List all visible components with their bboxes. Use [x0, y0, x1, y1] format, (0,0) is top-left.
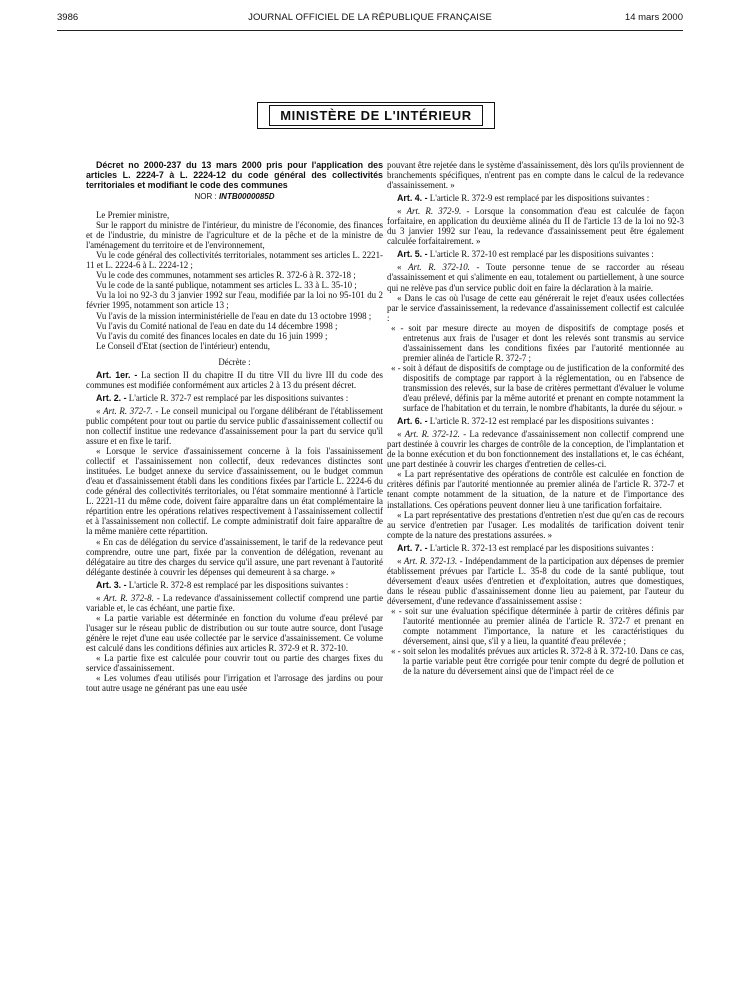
article-3-head: Art. 3. - [96, 579, 127, 590]
visa-paragraph: Le Premier ministre, [96, 210, 170, 221]
running-head [57, 12, 683, 26]
visa-paragraph: Vu l'avis du comité des finances locales en date du 16 juin 1999 ; [96, 330, 328, 341]
article-6-quote: « Art. R. 372-12. - La redevance d'assainissement non collectif comprend une part destinée à couvrir les charges de contrôle de la conception, de l'implantation et de la bonne exécution et du bon fonctionnement des installations et, le cas échéant, une part destinée à couvrir les charges d'entretien de celles-ci. [387, 429, 684, 470]
article-2-text: L'article R. 372-7 est remplacé par les dispositions suivantes : [128, 392, 349, 403]
article-3-p2: « La partie variable est déterminée en fonction du volume d'eau prélevé par l'usager sur le réseau public de distribution ou sur toute autre source, dont l'usage génère le rejet d'une eau usée collectée par le service d'assainissement. Ce volume est calculé dans les conditions définies aux articles R. 372-9 et R. 372-10. [86, 612, 383, 653]
article-1-head: Art. 1er. - [96, 369, 138, 380]
article-6-ref: Art. R. 372-12. [404, 429, 460, 440]
right-column [387, 160, 684, 676]
article-3-p1: - La redevance d'assainissement collectif comprend une partie variable et, le cas échéant, une partie fixe. [86, 592, 384, 613]
article-3-ref: Art. R. 372-8. [103, 592, 154, 603]
article-1-text: La section II du chapitre II du titre VII du livre III du code des communes est modifiée conformément aux articles 2 à 13 du présent décret. [86, 369, 383, 390]
nor-reference [86, 192, 383, 202]
visa-paragraph: Vu le code des communes, notamment ses articles R. 372-6 à R. 372-18 ; [96, 270, 356, 281]
article-2-quote: « Art. R. 372-7. - Le conseil municipal ou l'organe délibérant de l'établissement public compétent pour tout ou partie du service public d'assainissement collectif ou non collectif institue une redevance d'assainissement pour la part du service qu'il assure et en fixe le tarif. [86, 405, 384, 447]
article-5-p2: « Dans le cas où l'usage de cette eau générerait le rejet d'eaux usées collectées par le service d'assainissement, la redevance d'assainissement collectif est calculée : [387, 292, 684, 323]
decrete-heading: Décrète : [218, 356, 251, 367]
article-5-head: Art. 5. - [397, 249, 428, 260]
article-4-ref: Art. R. 372-9. [406, 206, 462, 217]
article-1 [86, 370, 383, 390]
visa-paragraph: Vu la loi no 92-3 du 3 janvier 1992 sur l'eau, modifiée par la loi no 95-101 du 2 février 1995, notamment son article 13 ; [86, 290, 383, 311]
visa-paragraph: Le Conseil d'Etat (section de l'intérieur) entendu, [96, 340, 270, 351]
article-2-p2: « Lorsque le service d'assainissement concerne à la fois l'assainissement collectif et l'assainissement non collectif, deux redevances distinctes sont instituées. Le budget annexe du service d'assainissement, ou le budget commun d'eau et d'assainissement établi dans les conditions fixées par l'article L. 2224-6 du code général des collectivités territoriales, ou l'état sommaire mentionné à l'article L. 2221-11 du même code, doivent faire apparaître dans un état complémentaire la répartition entre les opérations relatives respectivement à l'assainissement collectif et à l'assainissement non collectif. Le compte administratif doit faire apparaître de la même manière cette répartition. [86, 446, 383, 537]
article-5-ref: Art. R. 372-10. [408, 262, 470, 273]
article-3-p4: « Les volumes d'eau utilisés pour l'irrigation et l'arrosage des jardins ou pour tout autre usage ne générant pas une eau usée [86, 673, 383, 694]
article-2 [86, 393, 383, 403]
article-7-ref: Art. R. 372-13. [403, 555, 458, 566]
article-4-p1: - Lorsque la consommation d'eau est calculée de façon forfaitaire, en application du deuxième alinéa du II de l'article 13 de la loi no 92-3 du 3 janvier 1992 sur l'eau, la redevance d'assainissement peut être également calculée forfaitairement. » [387, 206, 685, 247]
article-6-head: Art. 6. - [397, 416, 428, 427]
article-5-dash-2: « - soit à défaut de dispositifs de comptage ou de justification de la conformité des dispositifs de comptage par rapport à la réglementation, ou en l'absence de transmission des relevés, sur la base de critères permettant d'évaluer le volume d'eau prélevé, définis par la même autorité et prenant en compte notamment la surface de l'habitation et du terrain, le nombre d'habitants, la durée du séjour. » [391, 362, 684, 414]
article-7-dash-2: « - soit selon les modalités prévues aux articles R. 372-8 à R. 372-10. Dans ce cas, la partie variable peut être corrigée pour tenir compte du degré de pollution et de la nature du déversement ainsi que de l'impact réel de ce [391, 646, 684, 677]
article-7-quote: « Art. R. 372-13. - Indépendamment de la participation aux dépenses de premier établissement prévues par l'article L. 35-8 du code de la santé publique, tout déversement d'eaux usées d'entretien et d'exploitation, autres que domestiques, dans le réseau public d'assainissement donne lieu au paiement, par l'auteur du déversement, d'une redevance d'assainissement assise : [387, 555, 685, 606]
article-5-dash-1: « - soit par mesure directe au moyen de dispositifs de comptage posés et entretenus aux frais de l'usager et dont les relevés sont transmis au service d'assainissement dans les conditions fixées par l'autorité mentionnée au premier alinéa de l'article R. 372-7 ; [391, 322, 684, 363]
article-4-text: L'article R. 372-9 est remplacé par les dispositions suivantes : [429, 193, 650, 204]
nor-code: INTB0000085D [218, 192, 275, 201]
article-7-head: Art. 7. - [397, 542, 428, 553]
article-2-p1: - Le conseil municipal ou l'organe délibérant de l'établissement public compétent pour tout ou partie du service public d'assainissement collectif ou non collectif institue une redevance d'assainissement pour la part du service qu'il assure et en fixe le tarif. [86, 405, 384, 447]
continued-text: pouvant être rejetée dans le système d'assainissement, dès lors qu'ils proviennent de branchements spécifiques, n'entrent pas en compte dans le calcul de la redevance d'assainissement. » [387, 160, 684, 191]
left-column [86, 160, 383, 693]
page-number: 3986 [57, 12, 79, 23]
article-6-p3: « La part représentative des prestations d'entretien n'est due qu'en cas de recours au service d'entretien par l'usager. Les modalités de tarification doivent tenir compte de la nature des prestations assurées. » [387, 509, 684, 540]
decree-title: Décret no 2000-237 du 13 mars 2000 pris pour l'application des articles L. 2224-7 à L. 2224-12 du code général des collectivités territoriales et modifiant le code des communes [86, 160, 383, 190]
visa-paragraph: Vu l'avis de la mission interministérielle de l'eau en date du 13 octobre 1998 ; [96, 310, 372, 321]
issue-date: 14 mars 2000 [624, 12, 683, 23]
article-3 [86, 580, 383, 590]
visa-paragraph: Sur le rapport du ministre de l'intérieur, du ministre de l'économie, des finances et de l'industrie, du ministre de l'agriculture et de la pêche et de la ministre de l'aménagement du territoire et de l'environnement, [86, 220, 383, 251]
visa-paragraph: Vu le code général des collectivités territoriales, notamment ses articles L. 2221-11 et L. 2224-6 à L. 2224-12 ; [86, 250, 383, 271]
article-3-quote: « Art. R. 372-8. - La redevance d'assainissement collectif comprend une partie variable et, le cas échéant, une partie fixe. [86, 592, 384, 613]
article-7 [387, 543, 684, 553]
article-6-text: L'article R. 372-12 est remplacé par les dispositions suivantes : [429, 416, 654, 427]
article-6 [387, 416, 684, 426]
nor-label: NOR : [194, 192, 217, 201]
visa-paragraph: Vu l'avis du Comité national de l'eau en date du 14 décembre 1998 ; [96, 320, 338, 331]
article-5-quote: « Art. R. 372-10. - Toute personne tenue de se raccorder au réseau d'assainissement et qui s'alimente en eau, totalement ou partiellement, à une source qui ne relève pas d'un service public doit en faire la déclaration à la mairie. [387, 262, 685, 293]
ministry-box [257, 102, 495, 129]
header-rule [57, 30, 683, 31]
article-4-quote: « Art. R. 372-9. - Lorsque la consommation d'eau est calculée de façon forfaitaire, en application du deuxième alinéa du II de l'article 13 de la loi no 92-3 du 3 janvier 1992 sur l'eau, la redevance d'assainissement peut être également calculée forfaitairement. » [387, 206, 685, 247]
article-6-p2: « La part représentative des opérations de contrôle est calculée en fonction de critères définis par l'autorité mentionnée au premier alinéa de l'article R. 372-7 et tenant compte notamment de la situation, de la nature et de l'importance des installations. Ces opérations peuvent donner lieu à une tarification forfaitaire. [387, 469, 684, 510]
article-2-p3: « En cas de délégation du service d'assainissement, le tarif de la redevance peut comprendre, outre une part, fixée par la convention de délégation, revenant au délégataire au titre des charges du service qu'il assure, une part revenant à l'autorité délégante destinée à couvrir les dépenses qui demeurent à sa charge. » [86, 536, 383, 577]
article-5 [387, 249, 684, 259]
article-4-head: Art. 4. - [397, 193, 428, 204]
ministry-heading: MINISTÈRE DE L'INTÉRIEUR [269, 105, 483, 126]
article-5-text: L'article R. 372-10 est remplacé par les dispositions suivantes : [429, 249, 654, 260]
journal-title: JOURNAL OFFICIEL DE LA RÉPUBLIQUE FRANÇAISE [248, 12, 492, 23]
article-7-dash-1: « - soit sur une évaluation spécifique déterminée à partir de critères définis par l'autorité mentionnée au premier alinéa de l'article R. 372-7 et prenant en compte notamment l'importance, la nature et les caractéristiques du déversement, ainsi que, s'il y a lieu, la quantité d'eau prélevée ; [391, 605, 684, 647]
article-2-head: Art. 2. - [96, 392, 127, 403]
article-3-p3: « La partie fixe est calculée pour couvrir tout ou partie des charges fixes du service d'assainissement. [86, 653, 383, 674]
article-2-ref: Art. R. 372-7. [103, 405, 153, 416]
article-5-p1: - Toute personne tenue de se raccorder au réseau d'assainissement et qui s'alimente en eau, totalement ou partiellement, à une source qui ne relève pas d'un service public doit en faire la déclaration à la mairie. [387, 262, 685, 293]
article-7-p1: - Indépendamment de la participation aux dépenses de premier établissement prévues par l'article L. 35-8 du code de la santé publique, tout déversement d'eaux usées d'entretien et d'exploitation, autres que domestiques, dans le réseau public d'assainissement donne lieu au paiement, par l'auteur du déversement, d'une redevance d'assainissement assise : [387, 555, 685, 606]
article-6-p1: - La redevance d'assainissement non collectif comprend une part destinée à couvrir les charges de contrôle de la conception, de l'implantation et de la bonne exécution et du bon fonctionnement des installations et, le cas échéant, une part destinée à couvrir les charges d'entretien de celles-ci. [387, 429, 684, 470]
article-4 [387, 193, 684, 203]
article-3-text: L'article R. 372-8 est remplacé par les dispositions suivantes : [128, 579, 349, 590]
article-7-text: L'article R. 372-13 est remplacé par les dispositions suivantes : [429, 542, 654, 553]
visa-paragraph: Vu le code de la santé publique, notamment ses articles L. 33 à L. 35-10 ; [96, 280, 357, 291]
